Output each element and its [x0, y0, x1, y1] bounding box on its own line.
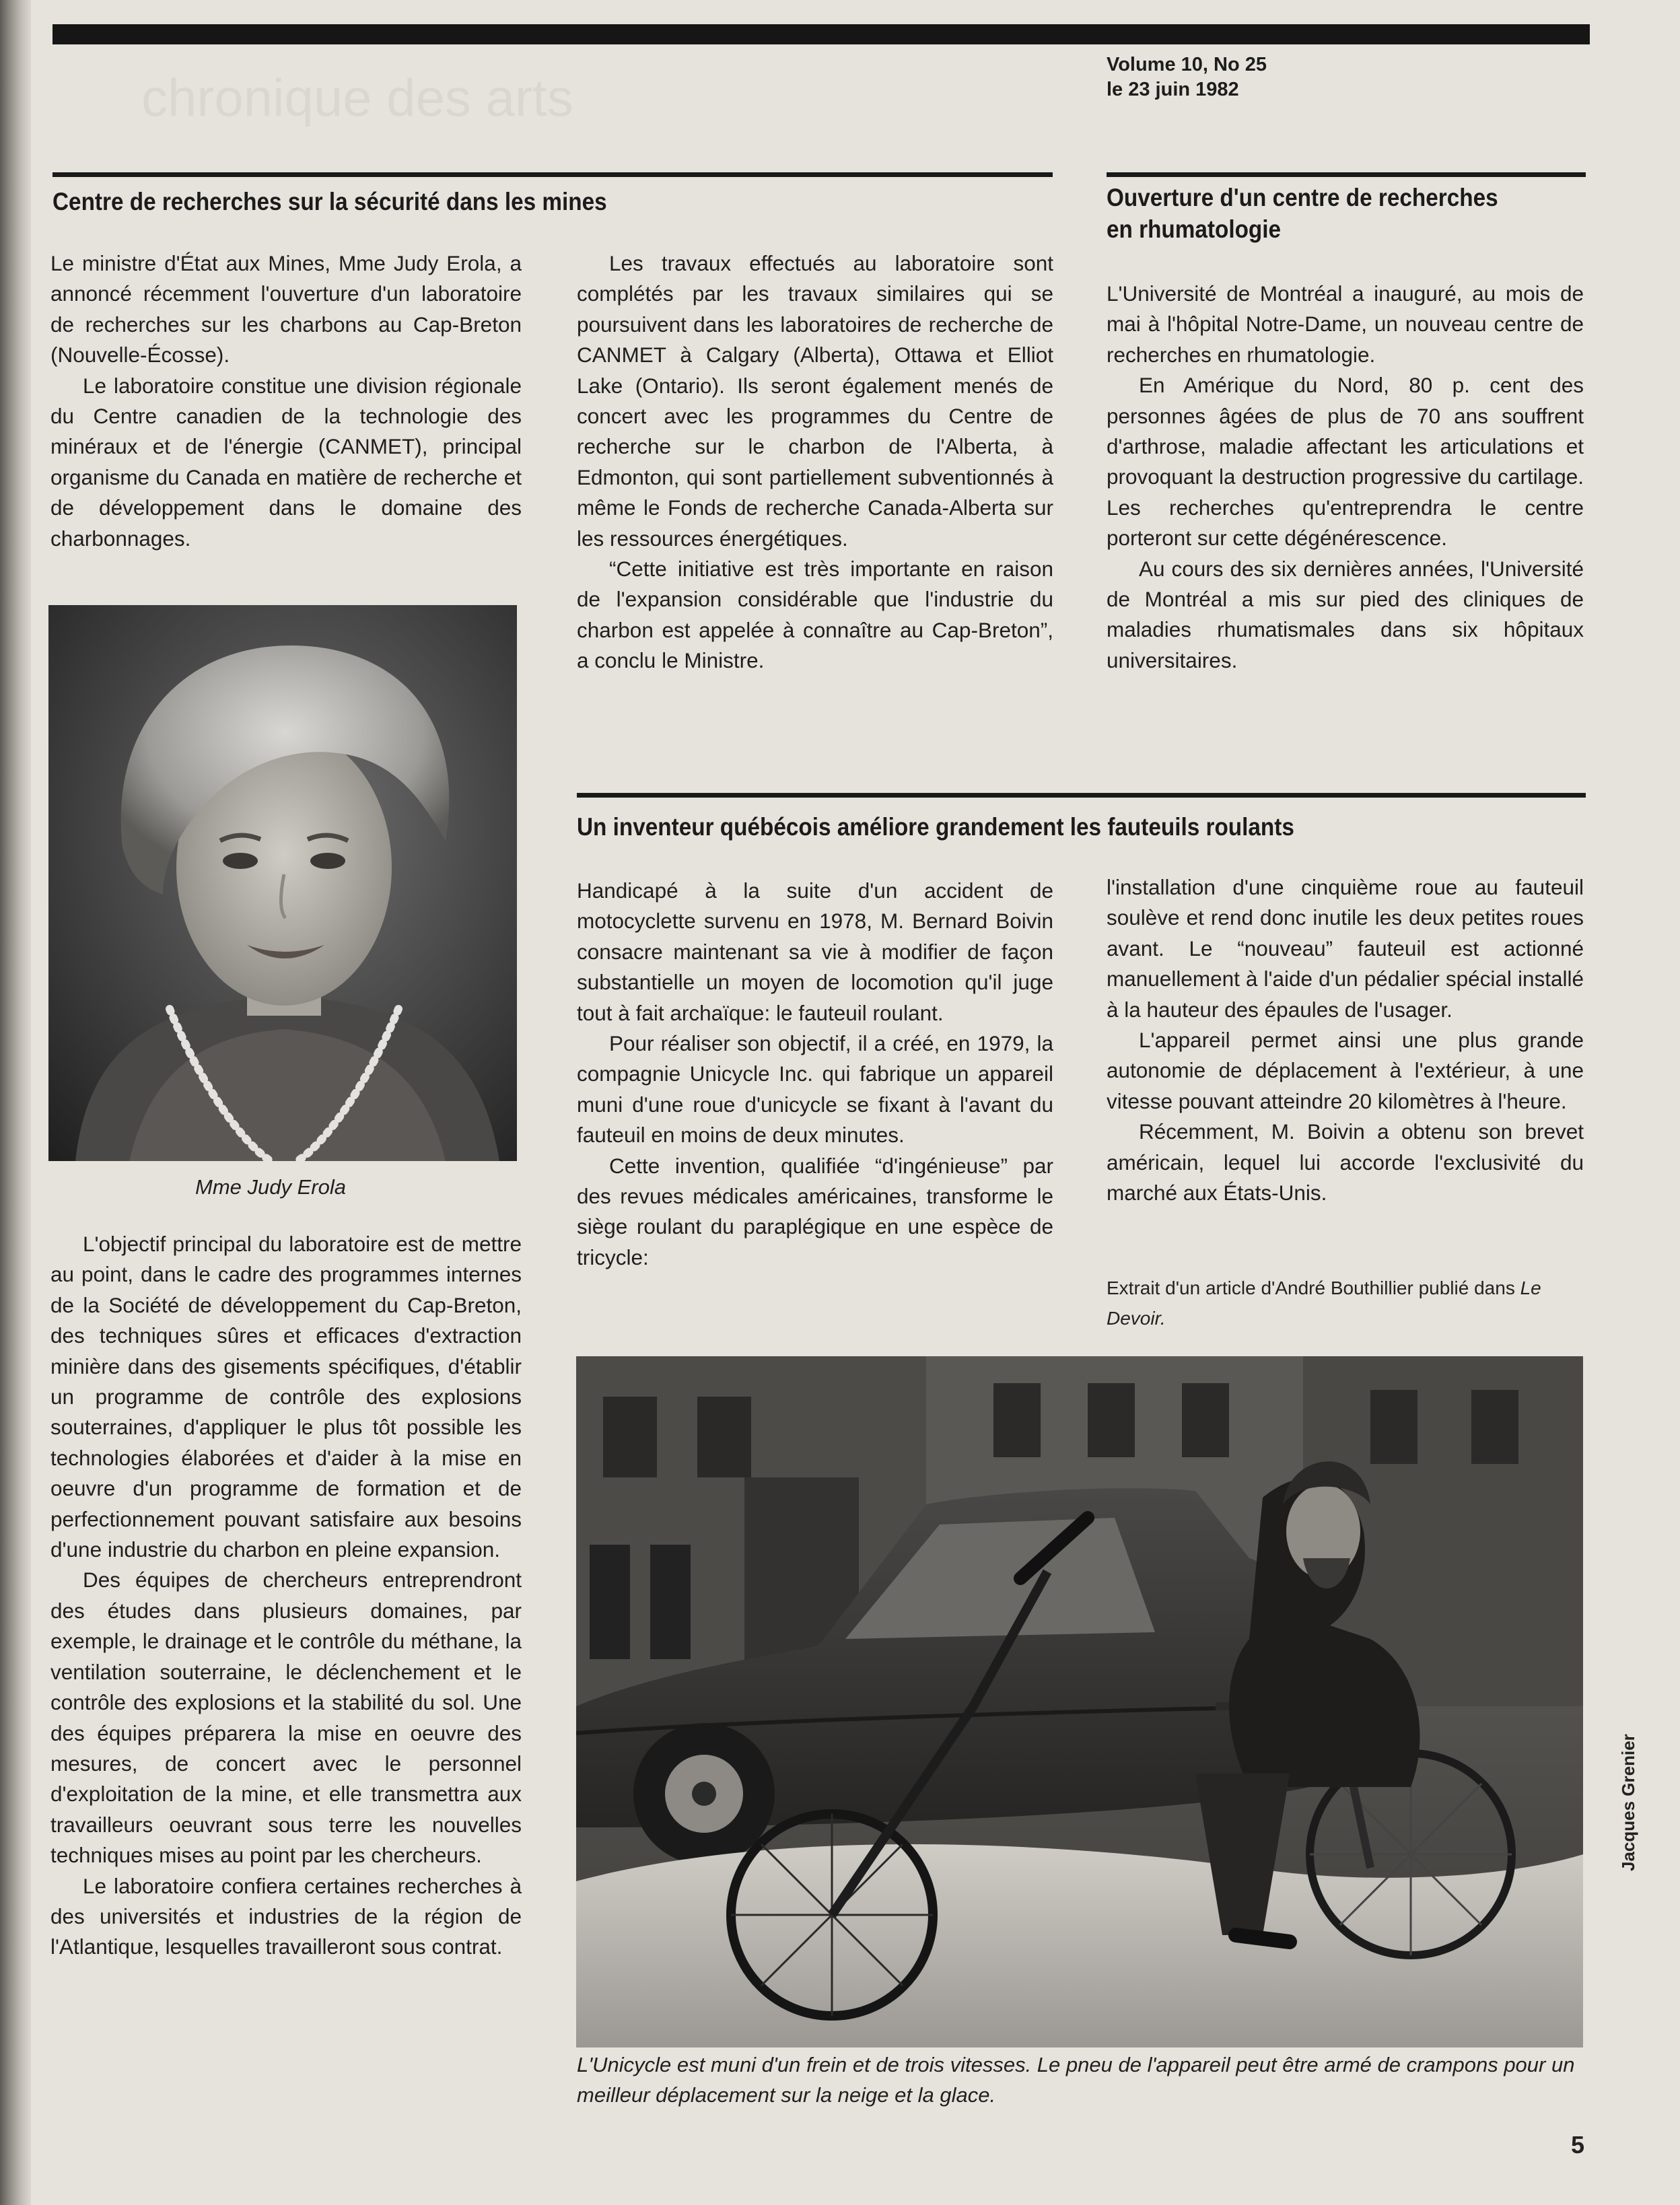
paragraph: Au cours des six dernières années, l'Université de Montréal a mis sur pied des cliniques de maladies rhumatismales dans six hôpitaux universitaires.: [1107, 556, 1584, 672]
paragraph: Pour réaliser son objectif, il a créé, en 1979, la compagnie Unicycle Inc. qui fabrique un appareil muni d'une roue d'unicycle se fixant à l'avant du fauteuil en moins de deux minutes.: [577, 1031, 1053, 1148]
paragraph: En Amérique du Nord, 80 p. cent des personnes âgées de plus de 70 ans souffrent d'arthrose, maladie affectant les articulations et provoquant la destruction progressive du cartilage. Les recherches qu'entreprendra le centre porteront sur cette dégénérescence.: [1107, 373, 1584, 551]
page-number: 5: [1571, 2131, 1585, 2159]
headline-fauteuil: Un inventeur québécois améliore grandement les fauteuils roulants: [577, 813, 1294, 841]
fauteuil-column-b: [1107, 872, 1584, 1208]
paragraph: Récemment, M. Boivin a obtenu son brevet américain, lequel lui accorde l'exclusivité du marché aux États-Unis.: [1107, 1119, 1584, 1205]
headline-rhumato-line-1: Ouverture d'un centre de recherches: [1107, 184, 1498, 211]
headline-rhumato: [1107, 182, 1585, 245]
paragraph: Les travaux effectués au laboratoire sont complétés par les travaux similaires qui se poursuivent dans les laboratoires de recherche de CANMET à Calgary (Alberta), Ottawa et Elliot Lake (Ontario). Ils seront également menés de concert avec les programmes du Centre de recherche sur le charbon de l'Alberta, à Edmonton, qui sont partiellement subventionnés à même le Fonds de recherche Canada-Alberta sur les ressources énergétiques.: [577, 251, 1053, 551]
paragraph: Le laboratoire confiera certaines recherches à des universités et industries de la région de l'Atlantique, lesquelles travailleront sous contrat.: [50, 1873, 522, 1959]
volume-number: Volume 10, No 25: [1107, 54, 1267, 75]
article-source-note: [1107, 1273, 1591, 1333]
paragraph: L'appareil permet ainsi une plus grande autonomie de déplacement à l'extérieur, à une vitesse pouvant atteindre 20 kilomètres à l'heure.: [1107, 1028, 1584, 1113]
section-rule-rhumato: [1107, 172, 1586, 177]
paragraph: L'Université de Montréal a inauguré, au mois de mai à l'hôpital Notre-Dame, un nouveau centre de recherches en rhumatologie.: [1107, 281, 1584, 367]
issue-info: [1107, 53, 1267, 102]
mines-column-1-lower: [50, 1229, 522, 1963]
paragraph: L'objectif principal du laboratoire est de mettre au point, dans le cadre des programmes internes de la Société de développement du Cap-Breton, des techniques sûres et efficaces d'extraction minière dans des gisements spécifiques, d'établir un programme de contrôle des explosions souterraines, d'appliquer le plus tôt possible les technologies élaborées et d'aider à la mise en oeuvre d'un programme de formation et de perfectionnement pouvant satisfaire aux besoins d'une industrie du charbon en pleine expansion.: [50, 1232, 522, 1562]
portrait-caption: Mme Judy Erola: [195, 1175, 346, 1199]
source-publication: Le Devoir.: [1107, 1278, 1541, 1329]
source-prefix: Extrait d'un article d'André Bouthillier publié dans: [1107, 1278, 1520, 1298]
section-rule-mines: [53, 172, 1053, 177]
paragraph: “Cette initiative est très importante en raison de l'expansion considérable que l'industrie du charbon est appelée à connaître au Cap-Breton”, a conclu le Ministre.: [577, 557, 1053, 673]
paragraph: Le laboratoire constitue une division régionale du Centre canadien de la technologie des minéraux et de l'énergie (CANMET), principal organisme du Canada en matière de recherche et de développement dans le domaine des charbonnages.: [50, 373, 522, 551]
binding-edge: [0, 0, 31, 2205]
rhumato-column: [1107, 279, 1584, 676]
issue-date: le 23 juin 1982: [1107, 79, 1239, 100]
wheelchair-photo-caption: L'Unicycle est muni d'un frein et de trois vitesses. Le pneu de l'appareil peut être armé de crampons pour un meilleur déplacement sur la neige et la glace.: [577, 2053, 1575, 2107]
bleed-through-text: chronique des arts: [141, 68, 573, 127]
wheelchair-photo: [576, 1356, 1583, 2048]
paragraph: Handicapé à la suite d'un accident de motocyclette survenu en 1978, M. Bernard Boivin consacre maintenant sa vie à modifier de façon substantielle un moyen de locomotion qu'il juge tout à fait archaïque: le fauteuil roulant.: [577, 878, 1053, 1025]
mines-column-2: [577, 248, 1053, 676]
paragraph: Le ministre d'État aux Mines, Mme Judy Erola, a annoncé récemment l'ouverture d'un laboratoire de recherches sur les charbons au Cap-Breton (Nouvelle-Écosse).: [50, 251, 522, 368]
portrait-photo: [48, 605, 517, 1161]
paragraph: Cette invention, qualifiée “d'ingénieuse” par des revues médicales américaines, transforme le siège roulant du paraplégique en une espèce de tricycle:: [577, 1153, 1053, 1269]
headline-mines: Centre de recherches sur la sécurité dans les mines: [53, 188, 607, 215]
paragraph: Des équipes de chercheurs entreprendront des études dans plusieurs domaines, par exemple, le drainage et le contrôle du méthane, la ventilation souterraine, le déclenchement et le contrôle des explosions et la stabilité du sol. Une des équipes préparera la mise en oeuvre des mesures, de concert avec le personnel d'exploitation de la mine, et elle transmettra aux travailleurs oeuvrant sous terre les nouvelles techniques mises au point par les chercheurs.: [50, 1568, 522, 1868]
mines-column-1: [50, 248, 522, 554]
photo-credit: Jacques Grenier: [1618, 1734, 1638, 1871]
paragraph: l'installation d'une cinquième roue au fauteuil soulève et rend donc inutile les deux petites roues avant. Le “nouveau” fauteuil est actionné manuellement à l'aide d'un pédalier spécial installé à la hauteur des épaules de l'usager.: [1107, 875, 1584, 1022]
section-rule-fauteuil: [577, 793, 1586, 798]
top-rule: [53, 24, 1590, 44]
headline-rhumato-line-2: en rhumatologie: [1107, 215, 1282, 243]
fauteuil-column-a: [577, 876, 1053, 1273]
